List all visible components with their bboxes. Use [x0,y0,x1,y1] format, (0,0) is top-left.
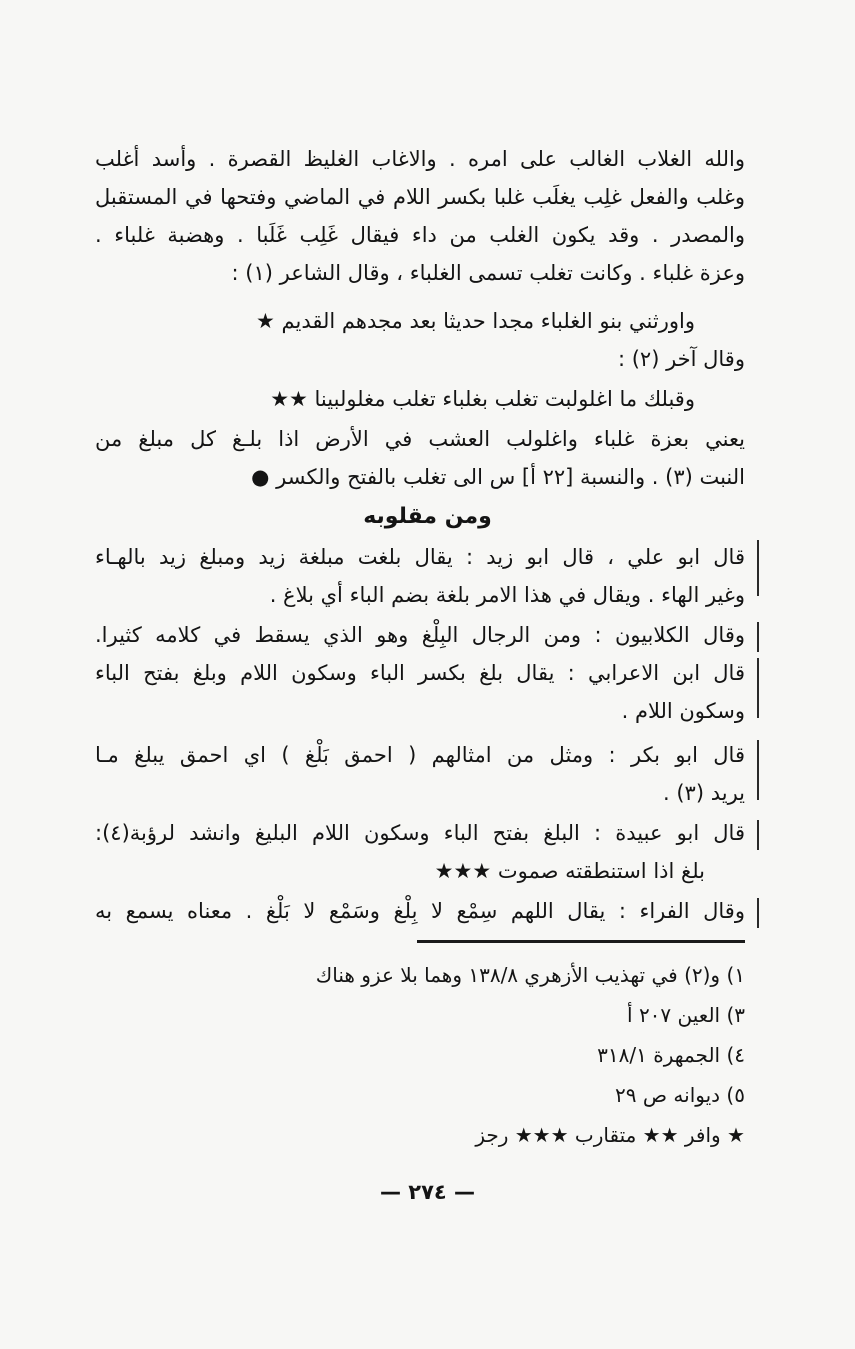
text-line-4: وعزة غلباء . وكانت تغلب تسمى الغلباء ، وقال الشاعر (١) : [231,261,745,285]
verse-line-1: واورثني بنو الغلباء مجدا حديثا بعد مجدهم القديم ★ [256,309,695,333]
text-line-1: والله الغلاب الغالب على امره . والاغاب الغليظ القصرة . وأسد أغلب [95,147,745,171]
footnote-divider [417,940,745,943]
margin-bar [757,820,759,850]
text-line-5: وقال آخر (٢) : [617,347,745,371]
text-line-9: وغير الهاء . ويقال في هذا الامر بلغة بضم الباء أي بلاغ . [269,583,745,607]
text-line-6: يعني بعزة غلباء واغلولب العشب في الأرض اذا بلـغ كل مبلغ من [95,427,745,451]
footnote-3: ٤) الجمهرة ٣١٨/١ [597,1043,745,1067]
text-line-2: وغلب والفعل غلِب يغلَب غلبا بكسر اللام في الماضي وفتحها في المستقبل [95,185,745,209]
text-line-8: قال ابو علي ، قال ابو زيد : يقال بلغت مبلغة زيد ومبلغ زيد بالهـاء [95,545,745,569]
margin-bar [757,540,759,596]
margin-bar [757,898,759,928]
text-line-3: والمصدر . وقد يكون الغلب من داء فيقال غَلِب غَلَبا . وهضبة غلباء . [95,223,745,247]
margin-bar [757,740,759,800]
text-line-15: قال ابو عبيدة : البلغ بفتح الباء وسكون اللام البليغ وانشد لرؤبة(٤): [95,821,745,845]
footnote-2: ٣) العين ٢٠٧ أ [627,1003,745,1027]
section-heading: ومن مقلوبه [363,504,492,529]
text-line-14: يريد (٣) . [663,781,745,805]
text-line-12: وسكون اللام . [621,699,745,723]
footnote-4: ٥) ديوانه ص ٢٩ [615,1083,745,1107]
text-line-11: قال ابن الاعرابي : يقال بلغ بكسر الباء وسكون اللام وبلغ بفتح الباء [95,661,745,685]
text-line-16: وقال الفراء : يقال اللهم سِمْع لا بِلْغ وسَمْع لا بَلْغ . معناه يسمع به [95,899,745,923]
verse-line-2: وقبلك ما اغلولبت تغلب بغلباء تغلب مغلولبينا ★★ [270,387,695,411]
meter-legend: ★ وافر ★★ متقارب ★★★ رجز [475,1123,745,1147]
text-line-10: وقال الكلابيون : ومن الرجال البِلْغ وهو الذي يسقط في كلامه كثيرا. [95,623,745,647]
margin-bar [757,622,759,652]
text-line-13: قال ابو بكر : ومثل من امثالهم ( احمق بَلْغ ) اي احمق يبلغ مـا [95,743,745,767]
verse-line-3: بلغ اذا استنطقته صموت ★★★ [434,859,705,883]
text-line-7: النبت (٣) . والنسبة [٢٢ أ] س الى تغلب بالفتح والكسر ● [251,465,745,489]
page-number: — ٢٧٤ — [379,1180,476,1204]
footnote-1: ١) و(٢) في تهذيب الأزهري ١٣٨/٨ وهما بلا عزو هناك [315,963,745,987]
margin-bar [757,658,759,718]
